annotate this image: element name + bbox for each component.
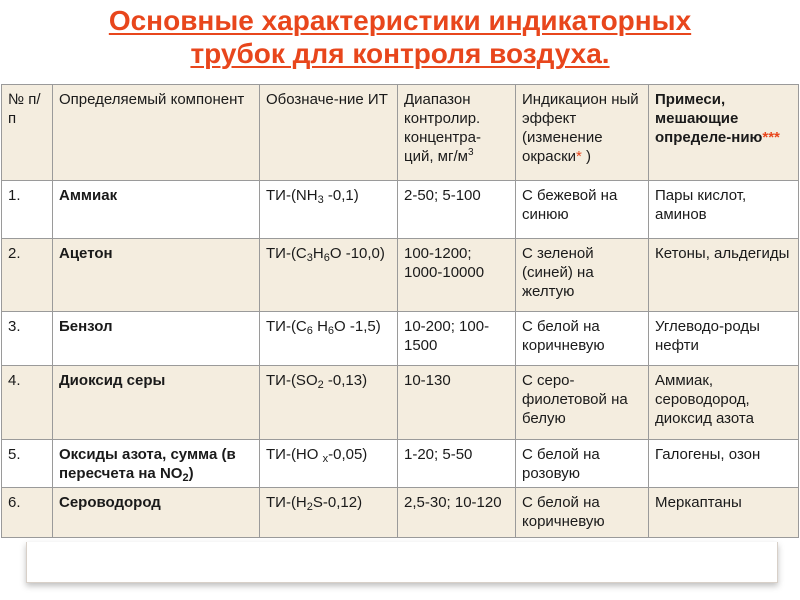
table-row bbox=[2, 312, 799, 366]
cell-effect: С зеленой (синей) на желтую bbox=[516, 239, 649, 312]
slide-title-line-1: Основные характеристики индикаторных bbox=[108, 5, 692, 36]
cell-effect: С белой на коричневую bbox=[516, 312, 649, 366]
cell-component: Сероводород bbox=[53, 488, 260, 538]
header-designation: Обозначе-ние ИТ bbox=[260, 85, 398, 181]
slide-title-line-2: трубок для контроля воздуха. bbox=[190, 38, 610, 69]
slide-frame-shadow bbox=[26, 542, 778, 583]
cell-designation: $ТИ-(C_6$ $H_6O$ -1,5) bbox=[260, 312, 398, 366]
cell-num: 3. bbox=[2, 312, 53, 366]
cell-designation: $ТИ-(H_2S-0,12)$ bbox=[260, 488, 398, 538]
cell-num: 4. bbox=[2, 366, 53, 440]
cell-impurities: Кетоны, альдегиды bbox=[649, 239, 799, 312]
cell-range: 1-20; 5-50 bbox=[398, 440, 516, 488]
cell-range: 10-130 bbox=[398, 366, 516, 440]
cell-num: 1. bbox=[2, 181, 53, 239]
cell-range: 2-50; 5-100 bbox=[398, 181, 516, 239]
effect-footnote-mark: * bbox=[576, 148, 582, 165]
header-component: Определяемый компонент bbox=[53, 85, 260, 181]
cell-impurities: Аммиак, сероводород, диоксид азота bbox=[649, 366, 799, 440]
cell-num: 6. bbox=[2, 488, 53, 538]
cell-effect: С бежевой на синюю bbox=[516, 181, 649, 239]
cell-component: Оксиды азота, сумма (в пересчета на $NO_2$) bbox=[53, 440, 260, 488]
cell-component: Аммиак bbox=[53, 181, 260, 239]
table-header-row bbox=[2, 85, 799, 181]
cell-component: Бензол bbox=[53, 312, 260, 366]
header-effect: Индикацион ный эффект (изменение окраски* ) bbox=[516, 85, 649, 181]
cell-impurities: Углеводо-роды нефти bbox=[649, 312, 799, 366]
cell-impurities: Пары кислот, аминов bbox=[649, 181, 799, 239]
cell-designation: $ТИ-(C_3H_6O$ -10,0) bbox=[260, 239, 398, 312]
table-row bbox=[2, 366, 799, 440]
cell-designation: ТИ-(НО $_x$-0,05) bbox=[260, 440, 398, 488]
cell-designation: $ТИ-(NH_3$ -0,1) bbox=[260, 181, 398, 239]
cell-effect: С белой на коричневую bbox=[516, 488, 649, 538]
cell-num: 2. bbox=[2, 239, 53, 312]
cell-impurities: Меркаптаны bbox=[649, 488, 799, 538]
cell-range: 100-1200; 1000-10000 bbox=[398, 239, 516, 312]
cell-component: Ацетон bbox=[53, 239, 260, 312]
table-row bbox=[2, 440, 799, 488]
cell-num: 5. bbox=[2, 440, 53, 488]
header-range: Диапазон контролир. концентра-ций, $мг/м^3$ bbox=[398, 85, 516, 181]
header-num: № п/п bbox=[2, 85, 53, 181]
cell-range: 2,5-30; 10-120 bbox=[398, 488, 516, 538]
table-row bbox=[2, 488, 799, 538]
cell-designation: $ТИ-(SO_2$ -0,13) bbox=[260, 366, 398, 440]
cell-component: Диоксид серы bbox=[53, 366, 260, 440]
cell-effect: С белой на розовую bbox=[516, 440, 649, 488]
header-impurities: Примеси, мешающие определе-нию*** bbox=[649, 85, 799, 181]
indicator-tubes-table bbox=[1, 84, 799, 538]
cell-range: 10-200; 100-1500 bbox=[398, 312, 516, 366]
slide-title bbox=[0, 4, 800, 70]
cell-impurities: Галогены, озон bbox=[649, 440, 799, 488]
table-row bbox=[2, 239, 799, 312]
cell-effect: С серо-фиолетовой на белую bbox=[516, 366, 649, 440]
impurities-footnote-mark: *** bbox=[762, 129, 780, 146]
table-row bbox=[2, 181, 799, 239]
